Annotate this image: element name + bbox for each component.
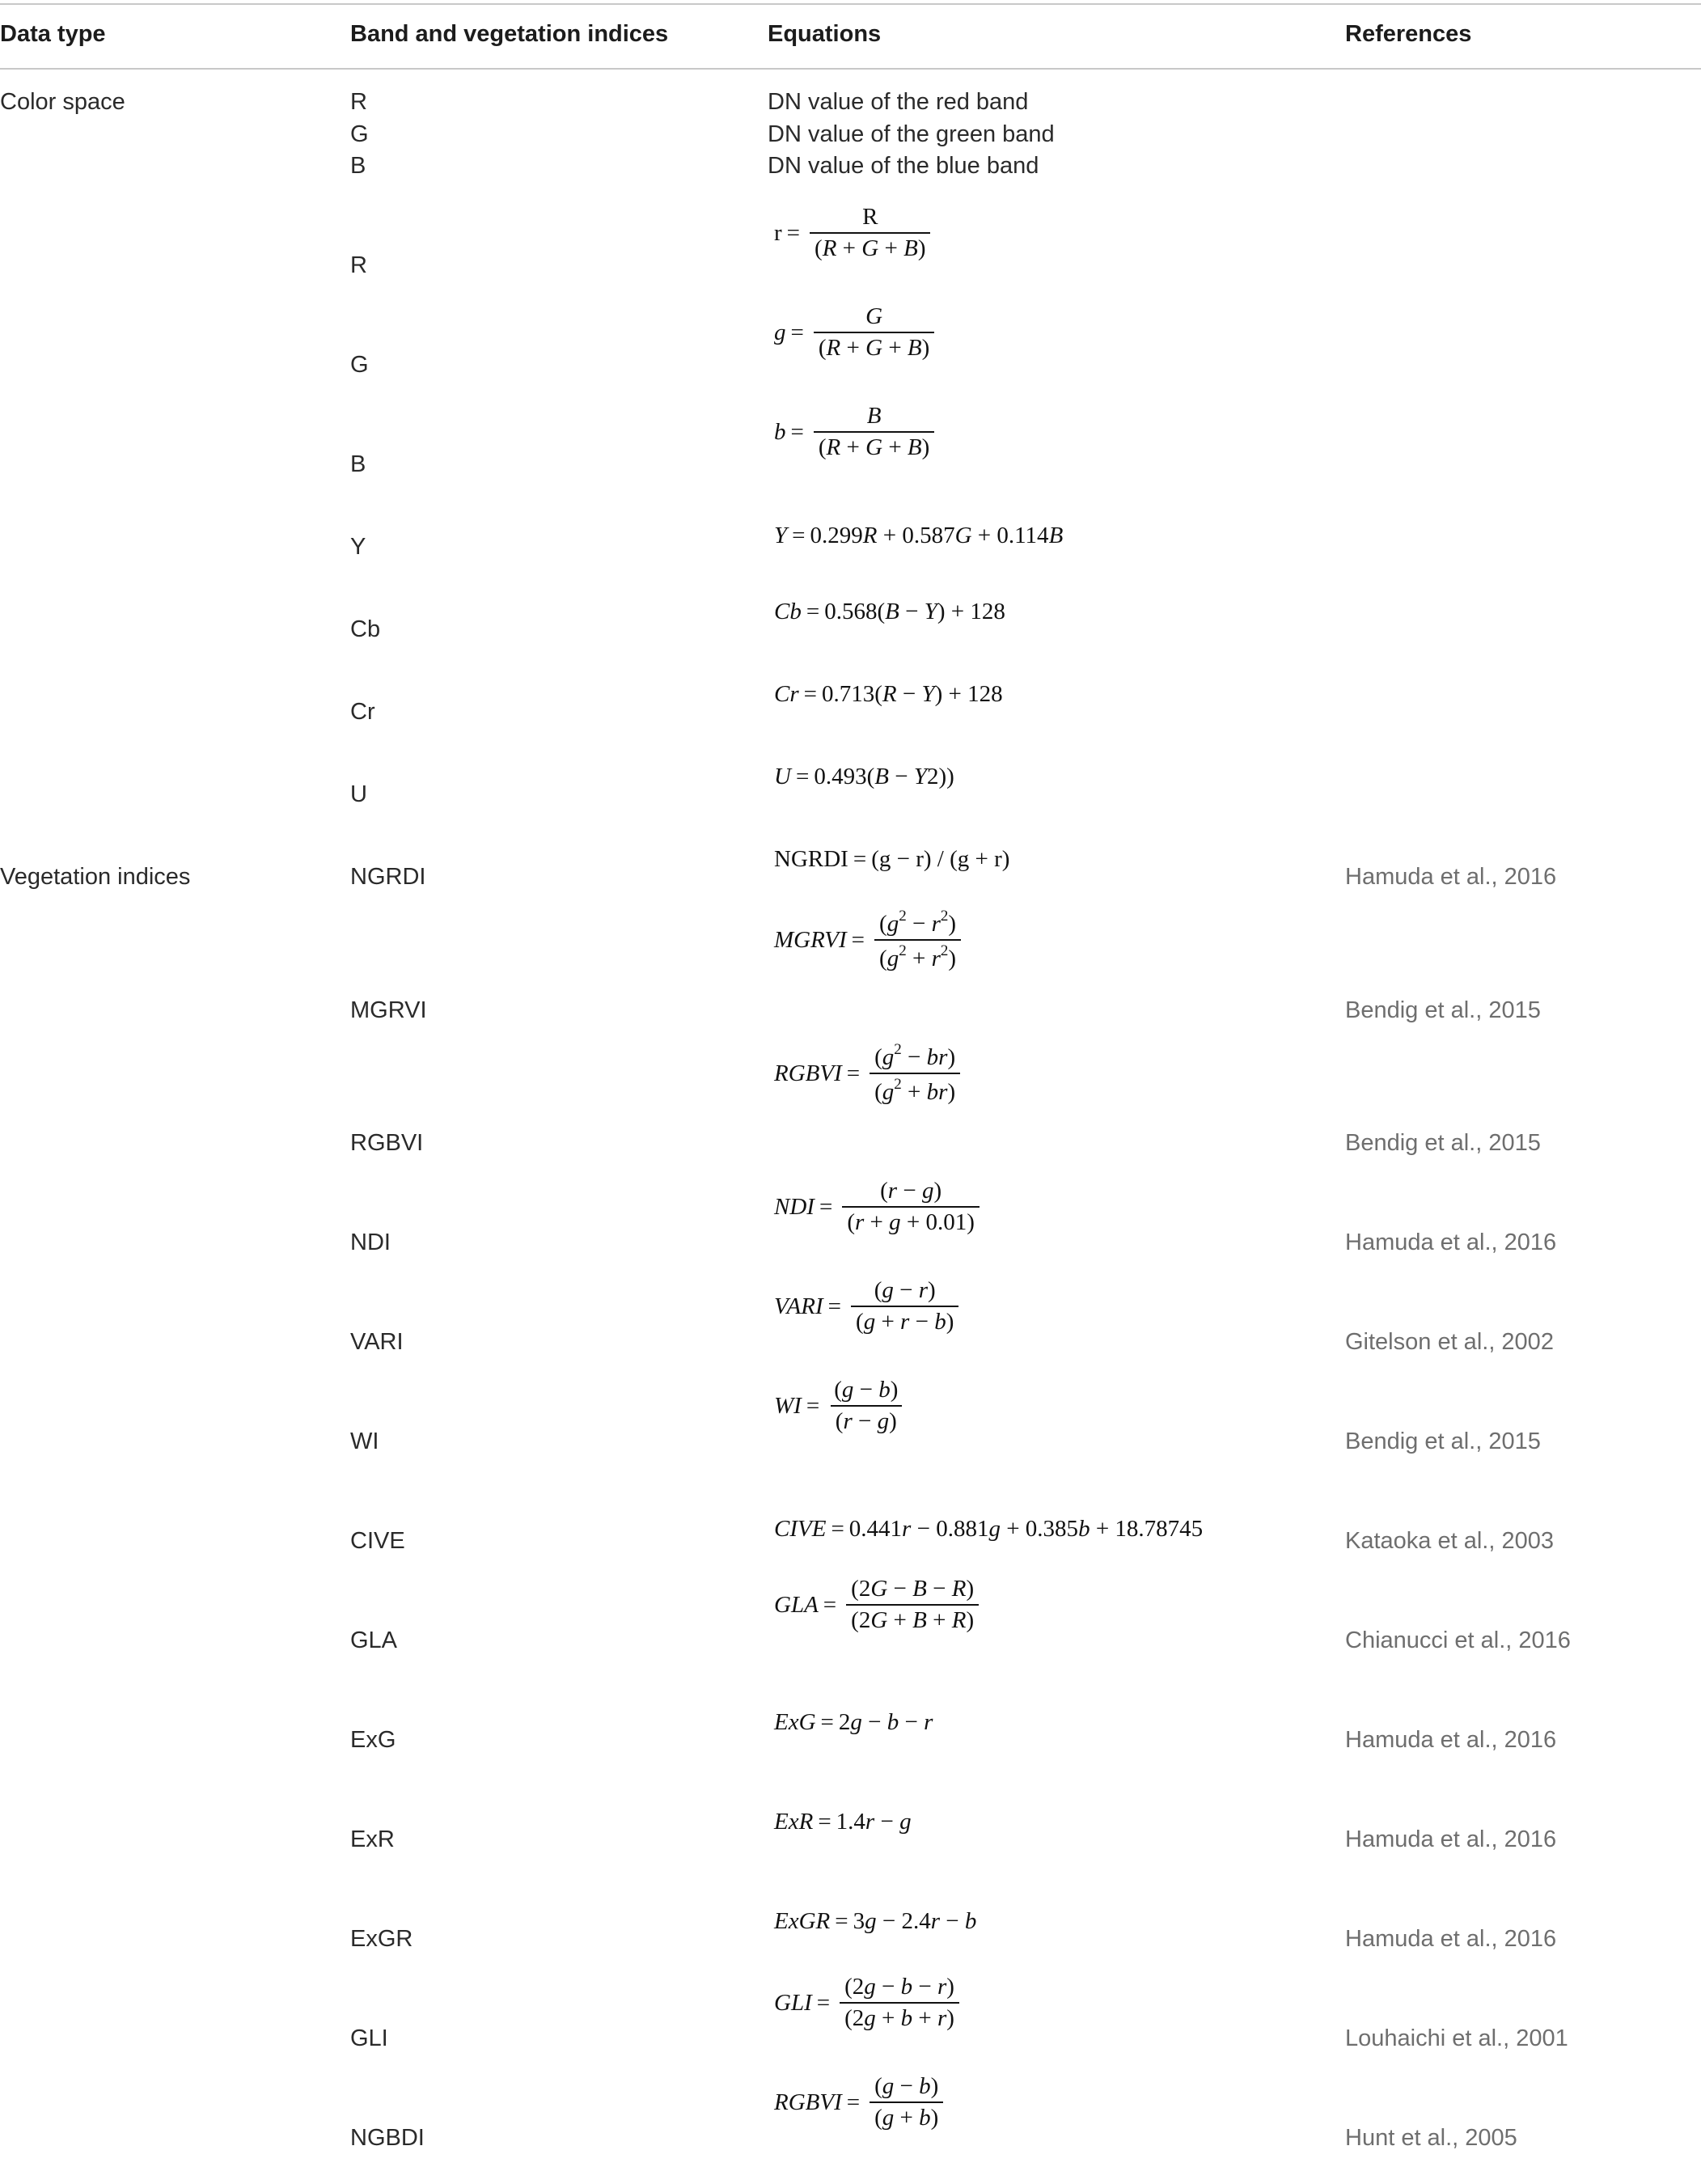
reference-cell: Chianucci et al., 2016: [1345, 1627, 1571, 1653]
band-cell: ExGR: [350, 1926, 413, 1952]
band-cell: GLI: [350, 2025, 388, 2051]
band-cell: NGRDI: [350, 864, 426, 890]
band-cell: Cb: [350, 616, 381, 642]
equation-cell: DN value of the green band: [768, 121, 1055, 147]
header-band-indices: Band and vegetation indices: [350, 21, 669, 47]
band-cell: R: [350, 89, 367, 115]
band-cell: ExG: [350, 1727, 396, 1753]
reference-cell: Louhaichi et al., 2001: [1345, 2025, 1568, 2051]
reference-cell: Kataoka et al., 2003: [1345, 1528, 1554, 1554]
reference-cell: Hamuda et al., 2016: [1345, 1230, 1557, 1255]
equation-mgrvi: MGRVI = $\frac{(g^2 - r^2)}{(g^2 + r^2)}$: [774, 908, 961, 972]
band-cell: VARI: [350, 1329, 404, 1355]
band-cell: Cr: [350, 699, 375, 725]
equation-exgr: ExGR = 3 g − 2.4 r − b: [774, 1908, 977, 1934]
header-bottom-rule: [0, 68, 1701, 70]
group-color-space: Color space: [0, 89, 125, 115]
band-cell: GLA: [350, 1627, 398, 1653]
equation-r: r = $\frac{R}{(R + G + B)}$: [774, 204, 930, 262]
equation-rgbvi: RGBVI = $\frac{(g^2 - br)}{(g^2 + br)}$: [774, 1041, 960, 1106]
band-cell: U: [350, 781, 367, 807]
equation-u: U = 0.493( B − Y 2)): [774, 764, 954, 789]
band-cell: R: [350, 252, 367, 278]
equation-cb: Cb = 0.568( B − Y ) + 128: [774, 599, 1005, 624]
reference-cell: Hunt et al., 2005: [1345, 2125, 1517, 2151]
reference-cell: Bendig et al., 2015: [1345, 997, 1541, 1023]
band-cell: MGRVI: [350, 997, 427, 1023]
band-cell: G: [350, 121, 369, 147]
equation-cell: DN value of the blue band: [768, 153, 1039, 179]
equation-gli: GLI = $\frac{(2g - b - r)}{(2g + b + r)}$: [774, 1974, 959, 2032]
band-cell: Y: [350, 534, 366, 560]
equation-b: b = $\frac{B}{(R + G + B)}$: [774, 403, 934, 461]
equation-ngbdi: RGBVI = $\frac{(g - b)}{(g + b)}$: [774, 2073, 943, 2131]
equation-ngrdi: NGRDI = (g − r) / (g + r): [774, 846, 1010, 872]
band-cell: ExR: [350, 1826, 395, 1852]
equation-cive: CIVE = 0.441 r − 0.881 g + 0.385 b + 18.78745: [774, 1516, 1204, 1542]
band-cell: NDI: [350, 1230, 391, 1255]
equation-vari: VARI = $\frac{(g - r)}{(g + r - b)}$: [774, 1277, 958, 1335]
equation-exg: ExG = 2 g − b − r: [774, 1709, 933, 1735]
band-cell: NGBDI: [350, 2125, 425, 2151]
band-cell: G: [350, 352, 369, 378]
equation-cr: Cr = 0.713( R − Y ) + 128: [774, 681, 1003, 707]
header-references: References: [1345, 21, 1472, 47]
reference-cell: Hamuda et al., 2016: [1345, 1826, 1557, 1852]
equation-wi: WI = $\frac{(g - b)}{(r - g)}$: [774, 1377, 903, 1435]
equation-exr: ExR = 1.4 r − g: [774, 1809, 912, 1835]
reference-cell: Hamuda et al., 2016: [1345, 1926, 1557, 1952]
band-cell: WI: [350, 1428, 379, 1454]
band-cell: CIVE: [350, 1528, 405, 1554]
equation-g: g = $\frac{G}{(R + G + B)}$: [774, 303, 934, 362]
reference-cell: Hamuda et al., 2016: [1345, 864, 1557, 890]
group-vegetation-indices: Vegetation indices: [0, 864, 191, 890]
table-top-rule: [0, 3, 1701, 5]
band-cell: RGBVI: [350, 1130, 424, 1156]
equation-gla: GLA = $\frac{(2G - B - R)}{(2G + B + R)}$: [774, 1576, 979, 1634]
reference-cell: Bendig et al., 2015: [1345, 1428, 1541, 1454]
header-data-type: Data type: [0, 21, 106, 47]
reference-cell: Hamuda et al., 2016: [1345, 1727, 1557, 1753]
band-cell: B: [350, 153, 366, 179]
equation-cell: DN value of the red band: [768, 89, 1029, 115]
reference-cell: Gitelson et al., 2002: [1345, 1329, 1554, 1355]
equation-ndi: NDI = $\frac{(r - g)}{(r + g + 0.01)}$: [774, 1178, 980, 1236]
band-cell: B: [350, 451, 366, 477]
header-equations: Equations: [768, 21, 882, 47]
equation-y: Y = 0.299 R + 0.587 G + 0.114 B: [774, 523, 1064, 548]
reference-cell: Bendig et al., 2015: [1345, 1130, 1541, 1156]
